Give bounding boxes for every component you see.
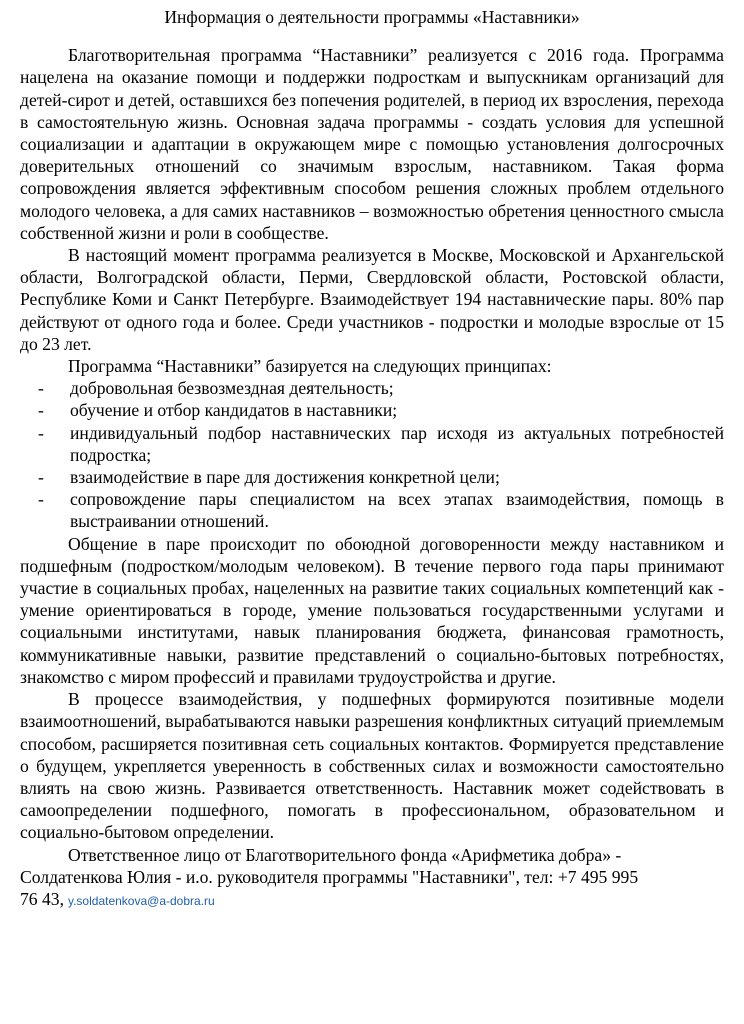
list-item-text: сопровождение пары специалистом на всех этапах взаимодействия, помощь в выстраивании отношений. <box>70 489 724 532</box>
dash-bullet: - <box>38 467 44 488</box>
list-item-text: взаимодействие в паре для достижения конкретной цели; <box>70 467 500 488</box>
contact-block <box>20 844 724 913</box>
list-item-text: добровольная безвозмездная деятельность; <box>70 378 394 399</box>
dash-bullet: - <box>38 378 44 399</box>
paragraph-program-intro: Благотворительная программа “Наставники” реализуется с 2016 года. Программа нацелена на оказание помощи и поддержки подросткам и выпускникам организаций для детей-сирот и детей, оставшихся без попечения родителей, в период их взросления, перехода в самостоятельную жизнь. Основная задача программы - создать условия для успешной социализации и адаптации в окружающем мире с помощью установления долгосрочных доверительных отношений со значимым взрослым, наставником. Такая форма сопровождения является эффективным способом решения сложных проблем отдельного молодого человека, а для самих наставников – возможностью обретения ценностного смысла собственной жизни и роли в сообществе. <box>20 45 724 243</box>
list-item-text: индивидуальный подбор наставнических пар исходя из актуальных потребностей подростка; <box>70 422 724 465</box>
paragraph-pair-communication: Общение в паре происходит по обоюдной договоренности между наставником и подшефным (подростком/молодым человеком). В течение первого года пары принимают участие в социальных пробах, нацеленных на развитие таких социальных компетенций как - умение ориентироваться в городе, умение пользоваться государственными услугами и социальными институтами, навык планирования бюджета, финансовая грамотность, коммуникативные навыки, развитие представлений о социально-бытовых потребностях, знакомство с миром профессий и правилами трудоустройства и другие. <box>20 533 724 687</box>
contact-phone-line <box>20 888 724 912</box>
paragraph-interaction-outcomes: В процессе взаимодействия, у подшефных формируются позитивные модели взаимоотношений, вырабатываются навыки разрешения конфликтных ситуаций приемлемым способом, расширяется позитивная сеть социальных контактов. Формируется представление о будущем, укрепляется уверенность в собственных силах и возможности самостоятельно влиять на свою жизнь. Развивается ответственность. Наставник может содействовать в самоопределении подшефного, помогать в профессиональном, образовательном и социально-бытовом определении. <box>20 689 724 843</box>
contact-phone-end: 76 43, <box>20 888 64 909</box>
principles-list <box>20 377 724 532</box>
list-item <box>20 399 724 421</box>
list-item <box>20 377 724 399</box>
dash-bullet: - <box>38 422 44 443</box>
contact-responsible: Ответственное лицо от Благотворительного фонда «Арифметика добра» - <box>68 844 622 865</box>
dash-bullet: - <box>38 489 44 510</box>
document-title: Информация о деятельности программы «Наставники» <box>164 7 580 27</box>
list-item <box>20 422 724 466</box>
list-item <box>20 466 724 488</box>
contact-email-link[interactable]: y.soldatenkova@a-dobra.ru <box>67 893 215 908</box>
list-item <box>20 488 724 532</box>
paragraph-principles-intro: Программа “Наставники” базируется на следующих принципах: <box>68 356 552 377</box>
paragraph-program-geography: В настоящий момент программа реализуется в Москве, Московской и Архангельской области, Волгоградской области, Перми, Свердловской области, Ростовской области, Республике Коми и Санкт Петербурге. Взаимодействует 194 наставнические пары. 80% пар действуют от одного года и более. Среди участников - подростки и молодые взрослые от 15 до 23 лет. <box>20 245 724 354</box>
list-item-text: обучение и отбор кандидатов в наставники; <box>70 400 398 421</box>
contact-person: Солдатенкова Юлия - и.о. руководителя программы "Наставники", тел: +7 495 995 <box>20 866 639 887</box>
dash-bullet: - <box>38 400 44 421</box>
